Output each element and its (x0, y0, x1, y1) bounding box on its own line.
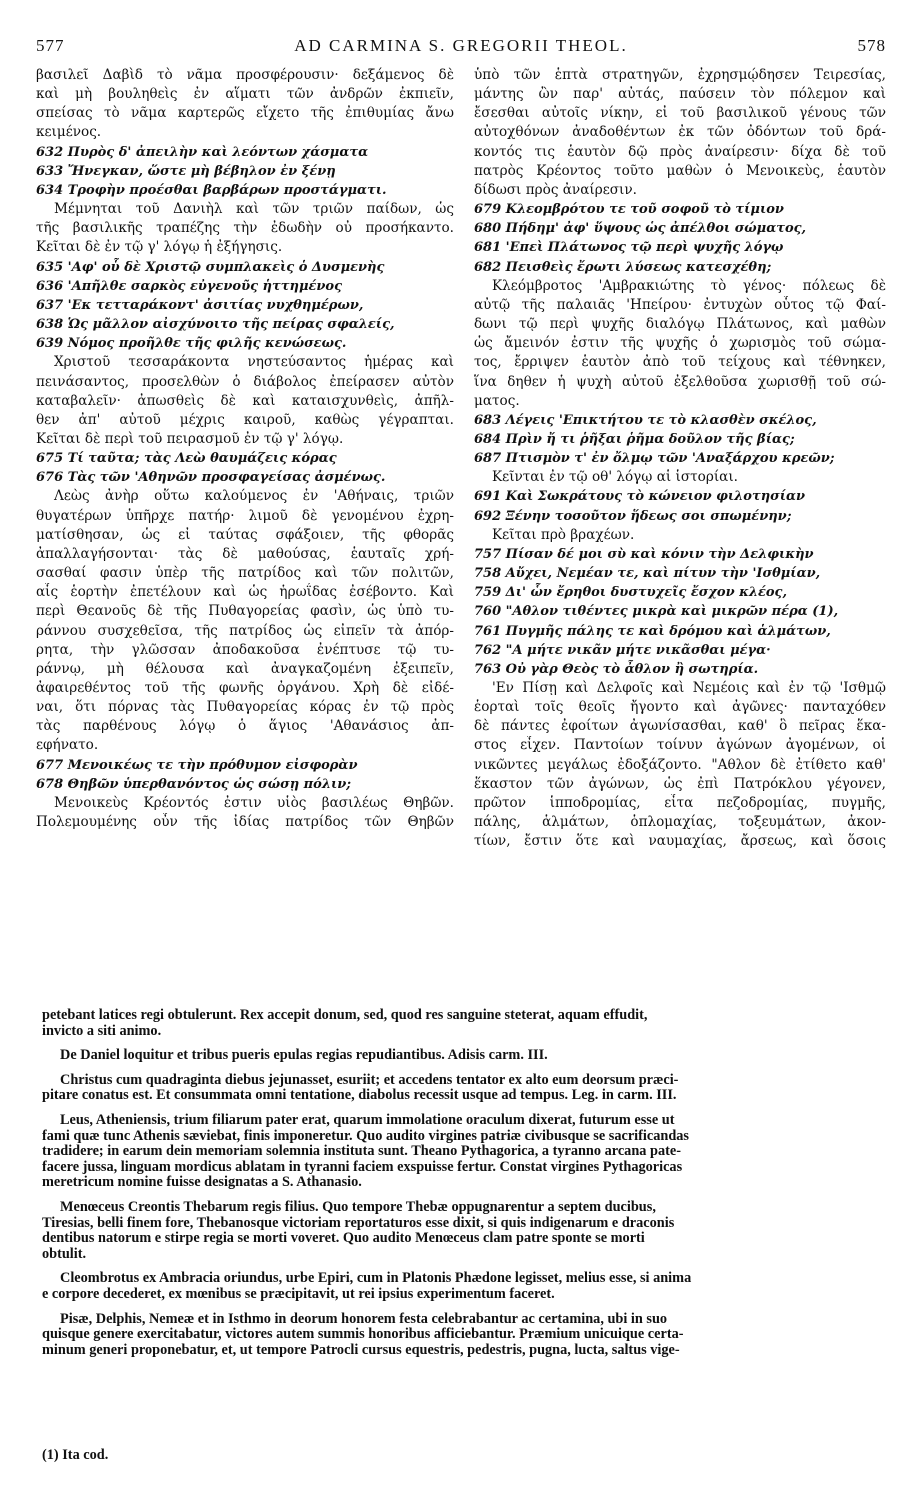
commentary-line: δίδωσι πρὸς ἀναίρεσιν. (474, 181, 637, 198)
commentary-line: εφήνατο. (36, 737, 99, 754)
commentary-line: καταβαλεῖν· ἀπωσθεὶς δὲ καὶ καταισχυνθεὶς, ἀπῆλ- (36, 392, 454, 409)
latin-paragraph (42, 1073, 886, 1104)
latin-line: facere jussa, linguam mordicus ablatam in tyranni faciem exspuisse fertur. Constat virgines Pythagoricas (42, 1159, 683, 1175)
commentary-line: ἑορταὶ τοῖς θεοῖς ἤγοντο καὶ ἀγῶνες· πανταχόθεν (474, 699, 886, 716)
verse-line: 635 'Αφ' οὗ δὲ Χριστῷ συμπλακεὶς ὁ Δυσμενὴς (36, 259, 385, 275)
commentary-line: ἔσεσθαι αὐτοῖς νίκην, εἰ τοῦ βασιλικοῦ γένους τῶν (474, 105, 886, 122)
commentary-line: καὶ μὴ βουληθεὶς ἐν αἵματι τῶν ἀνδρῶν ἐκπιεῖν, (36, 86, 454, 103)
commentary-line: αὐτῷ τῆς παλαιᾶς 'Ηπείρου· ἐντυχὼν οὗτος τῷ Φαί- (474, 296, 886, 313)
commentary-line: Μενοικεὺς Κρέοντός ἐστιν υἱὸς βασιλέως Θηβῶν. (54, 794, 454, 811)
commentary-line: ναι, ὅτι πόρνας τὰς Πυθαγορείας κόρας ἐν τῷ πρὸς (36, 699, 454, 716)
commentary-line: ράννῳ, μὴ θέλουσα καὶ ἀναγκαζομένη ἐξειπεῖν, (36, 660, 454, 677)
commentary-line: ὡς ἄμεινόν ἐστιν τῆς ψυχῆς ὁ χωρισμὸς τοῦ σώμα- (474, 335, 886, 352)
commentary-line: κοντός τις ἑαυτὸν δῷ πρὸς ἀναίρεσιν· δίχα δὲ τοῦ (474, 143, 886, 160)
latin-line: De Daniel loquitur et tribus pueris epulas regias repudiantibus. Adisis carm. III. (60, 1048, 548, 1064)
latin-line: invicto a siti animo. (42, 1023, 162, 1039)
commentary-line: ματος. (474, 392, 520, 409)
commentary-line: πρῶτον ἱπποδρομίας, εἶτα πεζοδρομίας, πυγμῆς, (474, 794, 886, 811)
commentary-line: βασιλεῖ Δαβὶδ τὸ νᾶμα προσφέρουσιν· δεξάμενος δὲ (36, 67, 454, 83)
commentary-line: αὐτοχθόνων ἀναδοθέντων ἐκ τῶν ὀδόντων τοῦ δρά- (474, 124, 886, 141)
commentary-line: πατρὸς Κρέοντος τοῦτο μαθὼν ὁ Μενοικεὺς, ἑαυτὸν (474, 162, 886, 179)
verse-line: 683 Λέγεις 'Επικτήτου τε τὸ κλασθὲν σκέλος, (474, 412, 817, 428)
commentary-line: Πολεμουμένης οὖν τῆς ἰδίας πατρίδος τῶν Θηβῶν (36, 814, 454, 831)
commentary-line: Χριστοῦ τεσσαράκοντα νηστεύσαντος ἡμέρας καὶ (54, 354, 454, 371)
commentary-line: μάντης ὢν παρ' αὐτάς, παύσειν τὸν πόλεμον καὶ (474, 86, 886, 103)
commentary-line: Κεῖνται ἐν τῷ οθ' λόγῳ αἱ ἱστορίαι. (492, 469, 739, 486)
commentary-line: Κεῖται δὲ περὶ τοῦ πειρασμοῦ ἐν τῷ γ' λόγῳ. (36, 430, 344, 447)
commentary-line: ἀφαιρεθέντος τοῦ τῆς φωνῆς ὀργάνου. Χρὴ δὲ εἰδέ- (36, 680, 454, 696)
latin-line: Tiresias, belli finem fore, Thebanosque victoriam reportaturos esse dixit, si quis indigenarum e draconis (42, 1215, 675, 1231)
commentary-line: ἕκαστον τῶν ἀγώνων, ὡς ἐπὶ Πατρόκλου γέγονεν, (474, 775, 886, 792)
verse-line: 763 Οὐ γὰρ Θεὸς τὸ ἆθλον ἢ σωτηρία. (474, 661, 759, 677)
verse-line: 678 Θηβῶν ὑπερθανόντος ὡς σώσῃ πόλιν; (36, 776, 352, 792)
latin-line: e corpore decederet, ex mœnibus se præcipitavit, ut rei ipsius experimentum faceret. (42, 1286, 555, 1302)
commentary-line: ματίσθησαν, ὡς εἰ ταύτας σφάξοιεν, τῆς φθορᾶς (36, 526, 454, 543)
verse-line: 692 Ξένην τοσοῦτον ἥδεως σοι σπωμένην; (474, 508, 792, 524)
verse-line: 682 Πεισθεὶς ἔρωτι λύσεως κατεσχέθη; (474, 259, 772, 275)
commentary-line: θυγατέρων ὑπῆρχε πατήρ· λιμοῦ δὲ γενομένου ἐχρη- (36, 507, 454, 524)
commentary-line: Κεῖται δὲ ἐν τῷ γ' λόγῳ ἡ ἐξήγησις. (36, 239, 283, 256)
verse-line: 634 Τροφὴν προέσθαι βαρβάρων προστάγματι. (36, 182, 387, 198)
verse-line: 762 "Α μήτε νικᾶν μήτε νικᾶσθαι μέγα· (474, 642, 771, 658)
commentary-line: τίων, ἔστιν ὅτε καὶ ναυμαχίας, ἄρσεως, καὶ ὅσοις (474, 833, 886, 850)
commentary-line: πεινάσαντος, προσελθὼν ὁ διάβολος ἐπείρασεν αὐτὸν (36, 373, 454, 390)
verse-line: 677 Μενοικέως τε τὴν πρόθυμον εἰσφορὰν (36, 757, 358, 773)
commentary-line: ἀπαλλαγήσονται· τὰς δὲ μαθούσας, ἑαυταῖς χρή- (36, 545, 454, 562)
verse-line: 639 Νόμος προῆλθε τῆς φιλῆς κενώσεως. (36, 336, 347, 352)
commentary-line: στος εἶχεν. Παντοίων τοίνυν ἀγώνων ἀγομένων, οἱ (474, 737, 886, 754)
commentary-line: πάλης, ἁλμάτων, ὁπλομαχίας, τοξευμάτων, ἀκον- (474, 814, 886, 831)
commentary-line: περὶ Θεανοῦς δὲ τῆς Πυθαγορείας φασὶν, ὡς ὑπὸ τυ- (36, 603, 454, 620)
verse-line: 637 'Εκ τετταράκοντ' ἀσιτίας νυχθημέρων, (36, 297, 364, 313)
commentary-line: ὑπὸ τῶν ἑπτὰ στρατηγῶν, ἐχρησμῴδησεν Τειρεσίας, (474, 67, 886, 83)
verse-line: 687 Πτισμὸν τ' ἐν ὄλμῳ τῶν 'Αναξάρχου κρεῶν; (474, 451, 835, 467)
verse-line: 679 Κλεομβρότου τε τοῦ σοφοῦ τὸ τίμιον (474, 202, 784, 218)
verse-line: 633 Ἤνεγκαν, ὥστε μὴ βέβηλον ἐν ξένῃ (36, 163, 336, 179)
verse-line: 757 Πίσαν δέ μοι σὺ καὶ κόνιν τὴν Δελφικὴν (474, 546, 814, 562)
verse-line: 684 Πρὶν ἤ τι ῥῆξαι ῥῆμα δοῦλον τῆς βίας; (474, 431, 795, 447)
commentary-line: τῆς βασιλικῆς τραπέζης τὴν ἐδωδὴν οὐ προσήκαντο. (36, 220, 454, 237)
commentary-line: ρητα, τὴν γλῶσσαν ἀποδακοῦσα ἐνέπτυσε τῷ τυ- (36, 641, 454, 658)
verse-line: 636 'Απῆλθε σαρκὸς εὐγενοῦς ἡττημένος (36, 278, 342, 294)
running-title: AD CARMINA S. GREGORII THEOL. (294, 36, 628, 55)
latin-line: Leus, Atheniensis, trium filiarum pater erat, quarum immolatione oraculum dixerat, futurum esse ut (60, 1112, 675, 1128)
commentary-line: δὲ πάντες ἐφοίτων ἀγωνίσασθαι, καθ' ὃ πεῖρας ἕκα- (474, 718, 886, 735)
latin-line: meretricum nomine fuisse designatas a S. Athanasio. (42, 1175, 362, 1191)
left-page-number: 577 (36, 36, 65, 55)
latin-translation (42, 1008, 886, 1367)
commentary-line: ράννου συσχεθεῖσα, τῆς πατρίδος ὡς εἰπεῖν τὰ ἀπόρ- (36, 622, 454, 639)
verse-line: 680 Πήδημ' ἀφ' ὕψους ὡς ἀπέλθοι σώματος, (474, 221, 807, 237)
commentary-line: θεν ἀπ' αὐτοῦ μέχρις καιροῦ, καθὼς γέγραπται. (36, 411, 454, 428)
latin-line: Menœceus Creontis Thebarum regis filius. Quo tempore Thebæ oppugnarentur a septem ducibus, (60, 1199, 656, 1215)
latin-line: minum generi proponebatur, et, ut tempore Patrocli cursus equestris, pedestris, pugna, lucta, saltus vige- (42, 1342, 680, 1358)
verse-line: 761 Πυγμῆς πάλης τε καὶ δρόμου καὶ ἁλμάτων, (474, 623, 831, 639)
commentary-line: αἷς ἑορτὴν ἐπετέλουν καὶ ὡς ἡρωΐδας ἐσέβοντο. Καὶ (36, 584, 454, 601)
commentary-line: Μέμνηται τοῦ Δανιὴλ καὶ τῶν τριῶν παίδων, ὡς (54, 201, 454, 218)
verse-line: 691 Καὶ Σωκράτους τὸ κώνειον φιλοτησίαν (474, 489, 806, 505)
latin-line: Christus cum quadraginta diebus jejunasset, esuriit; et accedens tentator ex alto eum deorsum præci- (60, 1072, 679, 1088)
latin-paragraph (42, 1312, 886, 1359)
latin-line: Pisæ, Delphis, Nemeæ et in Isthmo in deorum honorem festa celebrabantur ac certamina, ubi in suo (60, 1311, 668, 1327)
commentary-line: σπείσας τὸ νᾶμα καρτερῶς εἴχετο τῆς ἐπιθυμίας ἄνω (36, 105, 454, 122)
latin-line: pitare conatus est. Et consummata omni tentatione, diabolus recessit usque ad tempus. Leg. in carm. III. (42, 1088, 677, 1104)
latin-line: fami quæ tunc Athenis sæviebat, finis imponeretur. Quo audito virgines patriæ civibusque se sacrificandas (42, 1128, 689, 1144)
latin-line: obtulit. (42, 1246, 87, 1262)
verse-line: 759 Δι' ὧν ἔρηθοι δυστυχεῖς ἔσχον κλέος, (474, 585, 787, 601)
greek-left-column (36, 66, 454, 832)
commentary-line: Κλεόμβροτος 'Αμβρακιώτης τὸ γένος· πόλεως δὲ (492, 277, 886, 294)
commentary-line: σασθαί φασιν ὑπὲρ τῆς πατρίδος καὶ τῶν πολιτῶν, (36, 565, 454, 582)
verse-line: 758 Αὔχει, Νεμέαν τε, καὶ πίτυν τὴν 'Ισθμίαν, (474, 566, 821, 582)
commentary-line: τὰς παρθένους λόγῳ ὁ ἅγιος 'Αθανάσιος ἀπ- (36, 718, 454, 735)
commentary-line: νικῶντες μεγάλως ἐδοξάζοντο. "Αθλον δὲ ἐτίθετο καθ' (474, 756, 886, 773)
latin-paragraph (42, 1048, 886, 1064)
commentary-line: δωνι τῷ περὶ ψυχῆς διαλόγῳ Πλάτωνος, καὶ μαθὼν (474, 316, 886, 333)
latin-paragraph (42, 1113, 886, 1191)
commentary-line: Κεῖται πρὸ βραχέων. (492, 526, 635, 543)
greek-right-column (474, 66, 886, 851)
latin-line: Cleombrotus ex Ambracia oriundus, urbe Epiri, cum in Platonis Phædone legisset, melius esse, si anima (60, 1271, 692, 1287)
latin-paragraph (42, 1271, 886, 1302)
latin-line: petebant latices regi obtulerunt. Rex accepit donum, sed, quod res sanguine steterat, aquam effudit, (42, 1008, 648, 1023)
right-page-number: 578 (857, 36, 886, 55)
verse-line: 760 "Αθλον τιθέντες μικρὰ καὶ μικρῶν πέρα (1), (474, 604, 839, 620)
commentary-line: κειμένος. (36, 124, 102, 141)
commentary-line: 'Εν Πίσῃ καὶ Δελφοῖς καὶ Νεμέοις καὶ ἐν τῷ 'Ισθμῷ (492, 680, 886, 696)
commentary-line: Λεὼς ἀνὴρ οὕτω καλούμενος ἐν 'Αθήναις, τριῶν (54, 488, 454, 505)
commentary-line: ἵνα δηθεν ἡ ψυχὴ αὐτοῦ ἐξελθοῦσα χωρισθῇ τοῦ σώ- (474, 373, 886, 390)
running-header (36, 36, 886, 58)
verse-line: 675 Τί ταῦτα; τὰς Λεὼ θαυμάζεις κόρας (36, 451, 337, 467)
verse-line: 638 Ὡς μᾶλλον αἰσχύνοιτο τῆς πείρας σφαλείς, (36, 317, 395, 333)
latin-paragraph (42, 1008, 886, 1039)
footnote: (1) Ita cod. (42, 1447, 109, 1463)
verse-line: 681 'Επεὶ Πλάτωνος τῷ περὶ ψυχῆς λόγῳ (474, 240, 784, 256)
verse-line: 676 Τὰς τῶν 'Αθηνῶν προσφαγείσας ἀσμένως. (36, 470, 386, 486)
verse-line: 632 Πυρὸς δ' ἀπειλὴν καὶ λεόντων χάσματα (36, 144, 369, 160)
latin-line: dentibus natorum e stirpe regia se morti voveret. Quo audito Menœceus clam patre sponte se morti (42, 1231, 645, 1247)
commentary-line: τος, ἔρριψεν ἑαυτὸν ἀπὸ τοῦ τείχους καὶ τέθνηκεν, (474, 354, 886, 371)
latin-line: quisque genere exercitabatur, victores autem summis honoribus afficiebantur. Præmium unicuique certa- (42, 1327, 684, 1343)
latin-line: tradidere; in earum dein memoriam solemnia instituta sunt. Theano Pythagorica, a tyranno arcana pate- (42, 1144, 681, 1160)
latin-paragraph (42, 1200, 886, 1262)
